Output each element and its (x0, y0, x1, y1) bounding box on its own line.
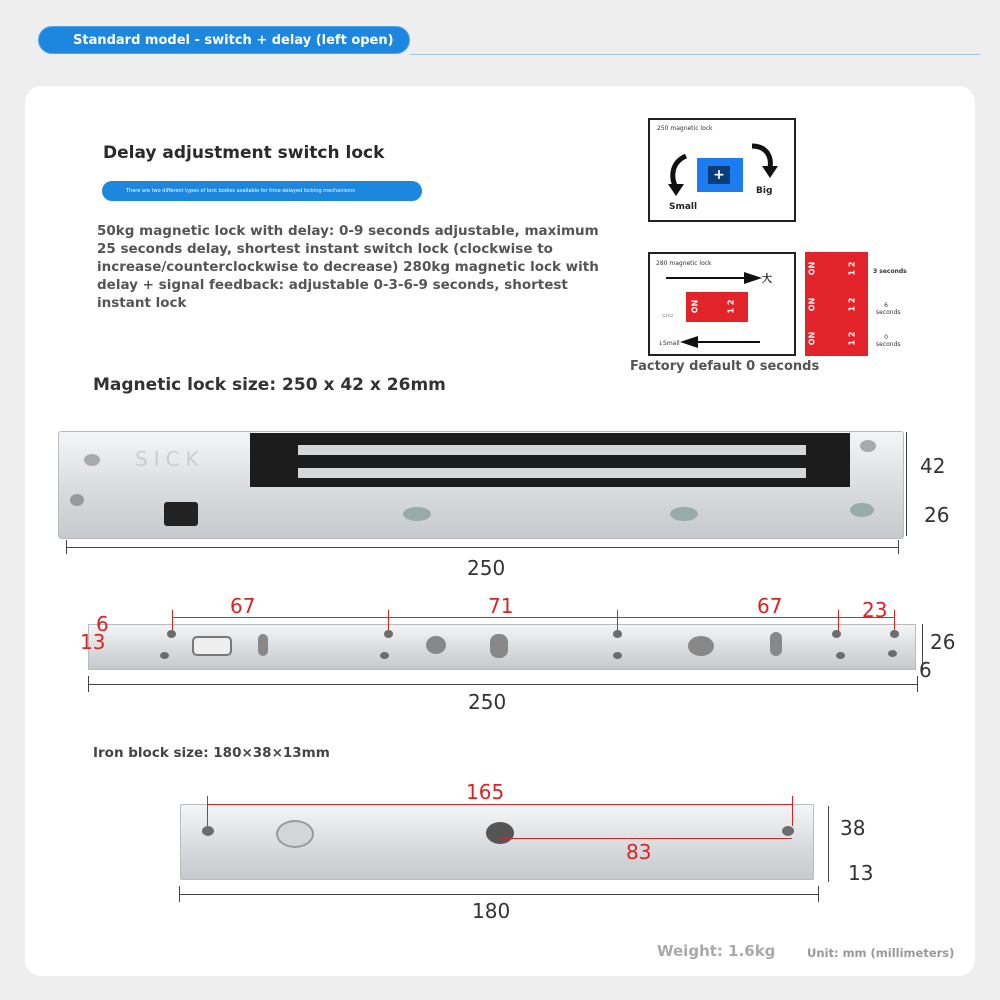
lock-brand: SICK (135, 447, 205, 471)
left-arrow-icon (680, 336, 760, 348)
weight-label: Weight: 1.6kg (657, 942, 776, 960)
plate-hole (890, 630, 899, 638)
factory-default-caption: Factory default 0 seconds (630, 359, 820, 374)
lock-screw (850, 503, 874, 517)
dim-iron-thickness: 13 (848, 861, 874, 885)
lock-hole (860, 440, 876, 452)
dim-tick (898, 540, 899, 554)
iron-block-title: Iron block size: 180×38×13mm (93, 745, 330, 761)
dim-plate-c: 67 (757, 594, 783, 618)
knob-plus-icon: + (708, 166, 730, 184)
delay-description: 50kg magnetic lock with delay: 0-9 seconds adjustable, maximum 25 seconds delay, shortest instant switch lock (clockwise to increase/counterclockwise to decrease) 280kg magnetic lock with delay + signal feedback: adjustable 0-3-6-9 seconds, shortest instant lock (97, 223, 599, 311)
dim-plate-b: 71 (488, 594, 514, 618)
iron-center-hole (486, 822, 514, 844)
dim-tick (88, 676, 89, 692)
dim-red-line-span (207, 804, 793, 805)
diagram-280-small: ↓Small (658, 340, 680, 347)
dim-tick (179, 886, 180, 902)
plate-hole (832, 630, 841, 638)
connector-icon: ▭▭ (662, 312, 674, 319)
dim-line-lock-length (66, 547, 898, 548)
header-pill: Standard model - switch + delay (left open) (38, 26, 410, 54)
section-title-delay: Delay adjustment switch lock (103, 143, 385, 163)
plate-slot (258, 634, 268, 656)
ccw-arrow-icon (664, 152, 692, 196)
dim-line-iron-length (179, 894, 819, 895)
diagram-280-big: 大 (762, 274, 772, 285)
iron-countersink (276, 820, 314, 848)
diagram-250-big: Big (756, 186, 773, 196)
plate-hole (836, 652, 845, 659)
dip-setting-6s: ON 1 2 (805, 288, 868, 322)
plate-hole (426, 636, 446, 654)
diagram-250-small: Small (669, 202, 698, 212)
dim-red-tick (792, 796, 793, 826)
dip-setting-0s: ON 1 2 (805, 322, 868, 356)
dim-line-plate-length (88, 684, 918, 685)
iron-hole (202, 826, 214, 836)
dim-plate-small: 6 (919, 658, 932, 682)
dip-switch: ON 1 2 (686, 292, 748, 322)
dim-lock-length: 250 (467, 556, 506, 580)
lock-magnet-strip-2 (298, 468, 806, 478)
dim-lock-depth: 26 (924, 503, 950, 527)
dim-iron-height: 38 (840, 816, 866, 840)
plate-hole (380, 652, 389, 659)
dim-tick (66, 540, 67, 554)
lock-connector (164, 502, 198, 526)
diagram-250-title: 250 magnetic lock (657, 125, 713, 132)
setting-label-6s: 6 seconds (876, 302, 901, 316)
dim-plate-length: 250 (468, 690, 507, 714)
plate-hole (888, 650, 897, 657)
dim-plate-f: 13 (80, 630, 106, 654)
lock-screw (403, 507, 431, 521)
lock-magnet-face (250, 433, 850, 487)
dim-tick (818, 886, 819, 902)
diagram-280-title: 280 magnetic lock (656, 260, 712, 267)
lock-screw (70, 494, 84, 506)
dim-line-iron-height (828, 806, 829, 882)
lock-magnet-strip-1 (298, 445, 806, 455)
plate-slot (770, 632, 782, 656)
dim-tick (917, 676, 918, 692)
setting-label-0s: 0 seconds (876, 334, 901, 348)
setting-label-3s: 3 seconds (873, 268, 907, 275)
lock-screw (670, 507, 698, 521)
lock-hole (84, 454, 100, 466)
plate-hole (384, 630, 393, 638)
dim-iron-length: 180 (472, 899, 511, 923)
dim-line-lock-height (906, 432, 907, 536)
plate-keyhole (490, 634, 508, 658)
subtitle-pill: There are two different types of lock bodies available for time-delayed locking mechanisms (102, 181, 422, 201)
dim-red-line-center (500, 838, 792, 839)
dim-plate-d: 23 (862, 598, 888, 622)
cw-arrow-icon (748, 140, 778, 180)
dim-iron-span: 165 (466, 780, 505, 804)
dim-iron-center: 83 (626, 840, 652, 864)
header-divider (410, 54, 980, 55)
iron-hole (782, 826, 794, 836)
plate-slot (192, 636, 232, 656)
dip-setting-3s: ON 1 2 (805, 252, 868, 288)
dim-red-tick (207, 796, 208, 826)
lock-size-title: Magnetic lock size: 250 x 42 x 26mm (93, 375, 446, 395)
dim-red-line-top (172, 617, 894, 618)
unit-label: Unit: mm (millimeters) (807, 946, 955, 960)
plate-hole (167, 630, 176, 638)
dim-plate-depth: 26 (930, 630, 956, 654)
plate-hole (613, 630, 622, 638)
plate-hole (613, 652, 622, 659)
dim-plate-e: 6 (96, 612, 109, 636)
right-arrow-icon (666, 272, 762, 284)
dim-lock-height: 42 (920, 454, 946, 478)
plate-hole (688, 636, 714, 656)
plate-hole (160, 652, 169, 659)
dim-plate-a: 67 (230, 594, 256, 618)
